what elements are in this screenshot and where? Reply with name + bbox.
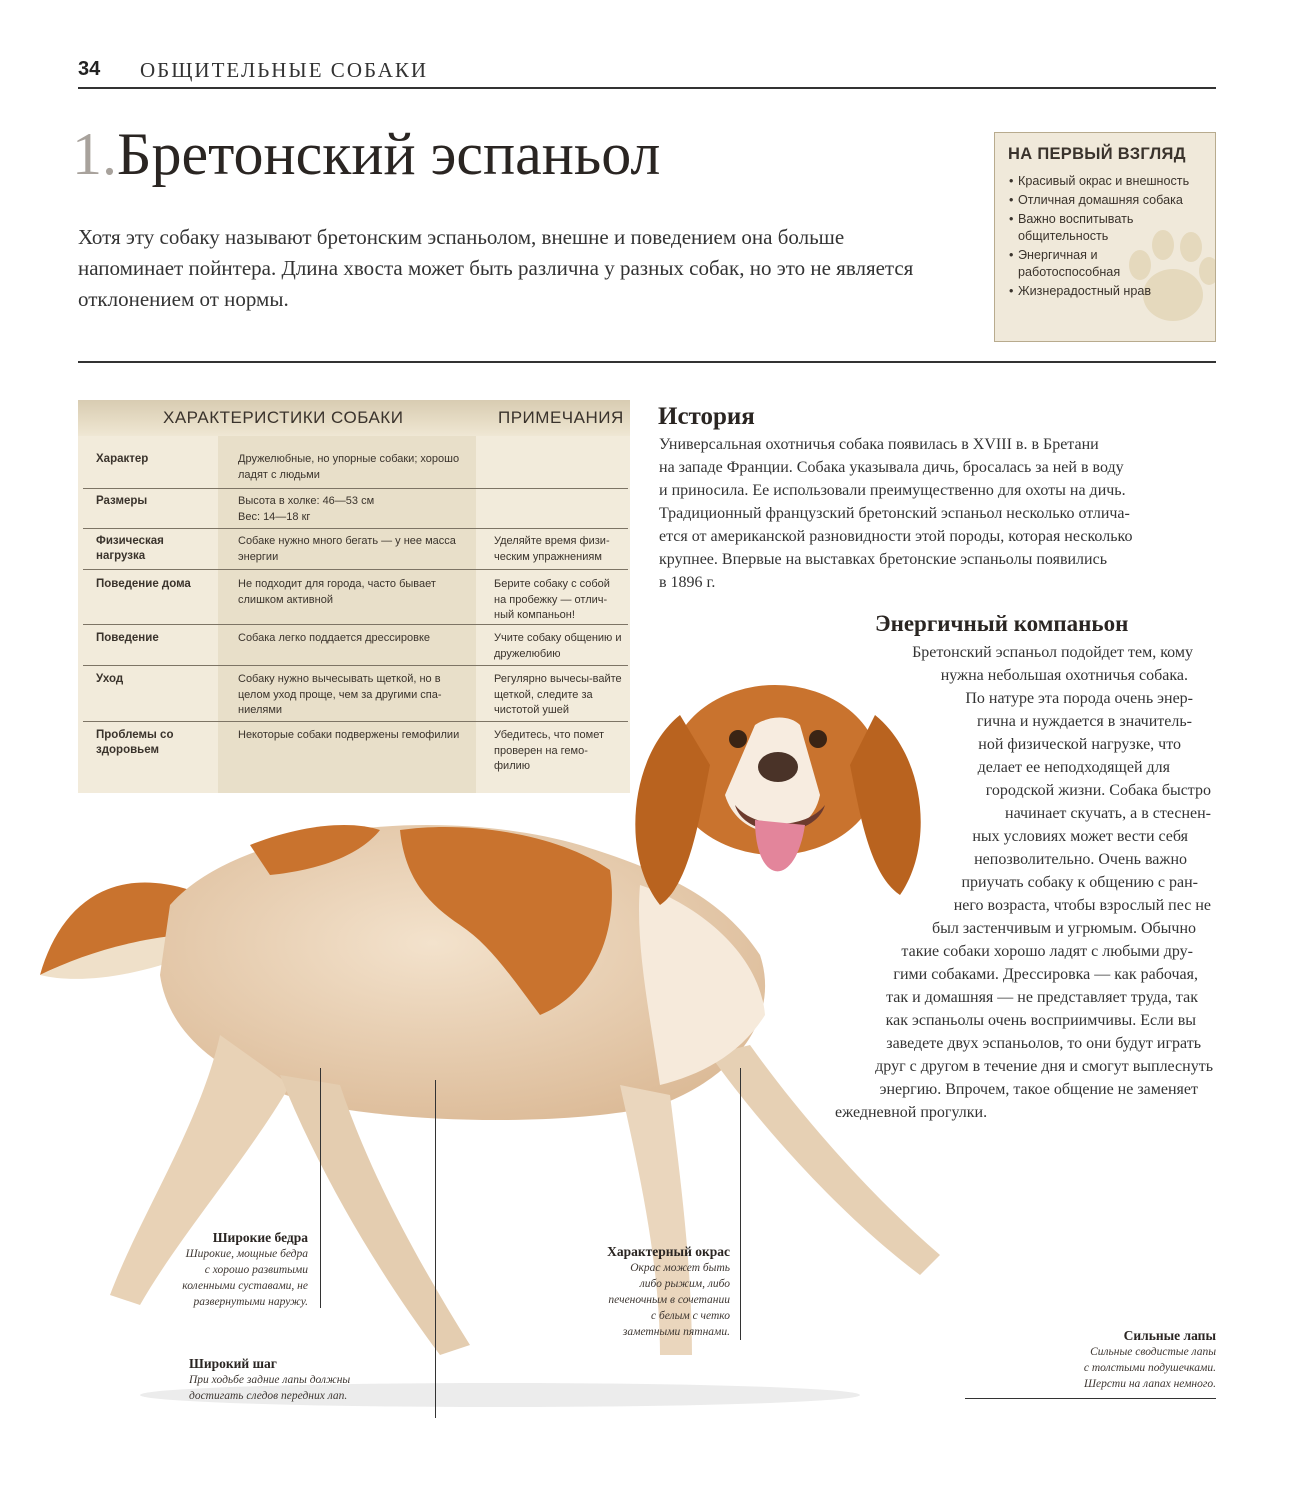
row-value: Собака легко поддается дрессировке [238,632,431,644]
companion-line: делает ее неподходящей для [977,759,1170,776]
companion-line: гими собаками. Дрессировка — как рабочая, [893,966,1198,983]
history-line: ется от американской разновидности этой породы, которая несколько [659,528,1133,545]
companion-line: непозволительно. Очень важно [974,851,1187,868]
companion-line: ной физической нагрузке, что [978,736,1181,753]
caption-line: При ходьбе задние лапы должны [189,1374,351,1386]
row-note: Убедитесь, что помет проверен на гемо-филию [494,729,604,772]
caption-line: с толстыми подушечками. [1083,1362,1216,1374]
glance-list [1009,173,1214,302]
caption-text [575,1260,730,1340]
caption-line: заметными пятнами. [622,1326,730,1338]
caption-stride [189,1356,429,1404]
companion-line: ежедневной прогулки. [835,1104,988,1121]
row-label: Проблемы со здоровьем [96,729,174,756]
at-a-glance-box [994,132,1216,342]
companion-line: начинает скучать, а в стеснен- [1005,805,1211,822]
row-value: Не подходит для города, часто бывает слишком активной [238,578,436,606]
glance-title: НА ПЕРВЫЙ ВЗГЛЯД [1008,145,1186,163]
header-rule [78,87,1216,89]
companion-line: энергию. Впрочем, такое общение не заменяет [879,1081,1198,1098]
row-value: Высота в холке: 46—53 см Вес: 14—18 кг [238,495,375,523]
companion-line: городской жизни. Собака быстро [985,782,1211,799]
caption-line: печеночным в сочетании [608,1294,730,1306]
table-row [83,528,628,570]
caption-line: Широкие, мощные бедра [185,1248,308,1260]
row-value: Некоторые собаки подвержены гемофилии [238,729,460,741]
glance-item: • Важно воспитывать общительность [1009,211,1158,245]
companion-line: Бретонский эспаньол подойдет тем, кому [912,644,1193,661]
companion-line: как эспаньолы очень восприимчивы. Если вы [885,1012,1196,1029]
caption-text [150,1246,308,1310]
header-notes: ПРИМЕЧАНИЯ [498,408,624,427]
caption-title: Широкий шаг [189,1356,277,1371]
caption-title: Широкие бедра [212,1230,308,1245]
page-number: 34 [78,58,101,80]
row-label: Поведение дома [96,578,191,590]
glance-item: • Отличная домашняя собака [1009,192,1214,209]
caption-line: Сильные сводистые лапы [1090,1346,1216,1358]
row-label: Характер [96,453,149,465]
companion-line: друг с другом в течение дня и смогут выплеснуть [875,1058,1213,1075]
row-note: Уделяйте время физи-ческим упражнениям [494,535,610,563]
caption-line: либо рыжим, либо [639,1278,730,1290]
caption-paws [1040,1328,1216,1392]
caption-line: коленными суставами, не [182,1280,308,1292]
history-heading: История [658,403,755,430]
companion-line: приучать собаку к общению с ран- [961,874,1198,891]
glance-item: • Жизнерадостный нрав [1009,283,1214,300]
history-line: в 1896 г. [659,574,716,591]
row-value: Дружелюбные, но упорные собаки; хорошо ладят с людьми [238,453,460,481]
caption-title: Сильные лапы [1123,1328,1216,1343]
row-label: Поведение [96,632,159,644]
table-row [83,569,628,625]
title-number: 1. [72,121,117,187]
header-characteristics: ХАРАКТЕРИСТИКИ СОБАКИ [163,408,404,427]
caption-line: Окрас может быть [630,1262,730,1274]
section-title: ОБЩИТЕЛЬНЫЕ СОБАКИ [140,58,429,82]
title-text: Бретонский эспаньол [117,121,661,187]
callout-line-paws [965,1398,1216,1399]
companion-heading: Энергичный компаньон [875,611,1129,636]
caption-line: с хорошо развитыми [204,1264,308,1276]
row-label: Физическая нагрузка [96,535,164,562]
glance-item: • Энергичная и работоспособная [1009,247,1148,281]
companion-line: был застенчивым и угрюмым. Обычно [931,920,1196,937]
callout-line-stride [435,1080,436,1418]
caption-line: достигать следов передних лап. [189,1390,348,1402]
row-label: Размеры [96,495,148,507]
page-title [72,118,660,190]
companion-line: него возраста, чтобы взрослый пес не [953,897,1211,914]
companion-line: так и домашняя — не представляет труда, так [886,989,1198,1006]
table-header [78,400,630,436]
table-row [83,436,628,488]
caption-text [189,1372,429,1404]
row-value: Собаке нужно много бегать — у нее масса энергии [238,535,456,563]
caption-text [1040,1344,1216,1392]
callout-line-color [740,1068,741,1340]
companion-line: гична и нуждается в значитель- [976,713,1192,730]
section-rule [78,361,1216,363]
companion-text [835,641,1213,1124]
intro-paragraph: Хотя эту собаку называют бретонским эспаньолом, внешне и поведением она больше напоминает пойнтера. Длина хвоста может быть различна у разных собак, но это не является отклонением от нормы. [78,225,914,311]
companion-line: заведете двух эспаньолов, то они будут играть [886,1035,1201,1052]
caption-line: Шерсти на лапах немного. [1083,1378,1216,1390]
history-text [659,433,1132,594]
companion-line: нужна небольшая охотничья собака. [940,667,1188,684]
callout-line-hips [320,1068,321,1308]
history-line: Универсальная охотничья собака появилась в XVIII в. в Бретани [659,436,1099,453]
row-note: Берите собаку с собой на пробежку — отлич-ный компаньон! [494,578,610,621]
row-note: Учите собаку общению и дружелюбию [494,632,622,660]
caption-title: Характерный окрас [607,1244,730,1259]
history-line: Традиционный французский бретонский эспаньол несколько отлича- [659,505,1130,522]
caption-color [575,1244,730,1340]
row-label: Уход [96,673,124,685]
glance-item: • Красивый окрас и внешность [1009,173,1214,190]
row-value: Собаку нужно вычесывать щеткой, но в целом уход проще, чем за другими спа-ниелями [238,673,442,716]
companion-line: такие собаки хорошо ладят с любыми дру- [901,943,1193,960]
history-line: на западе Франции. Собака указывала дичь, бросалась за ней в воду [659,459,1124,476]
history-line: и приносила. Ее использовали преимущественно для охоты на дичь. [659,482,1126,499]
companion-line: По натуре эта порода очень энер- [965,690,1193,707]
caption-hips [150,1230,308,1310]
caption-line: развернутыми наружу. [193,1296,308,1308]
caption-line: с белым с четко [650,1310,730,1322]
table-row [83,488,628,529]
history-line: крупнее. Впервые на выставках бретонские эспаньолы появились [659,551,1107,568]
companion-line: ных условиях может вести себя [972,828,1188,845]
row-note: Регулярно вычесы-вайте щеткой, следите за чистотой ушей [494,673,622,716]
